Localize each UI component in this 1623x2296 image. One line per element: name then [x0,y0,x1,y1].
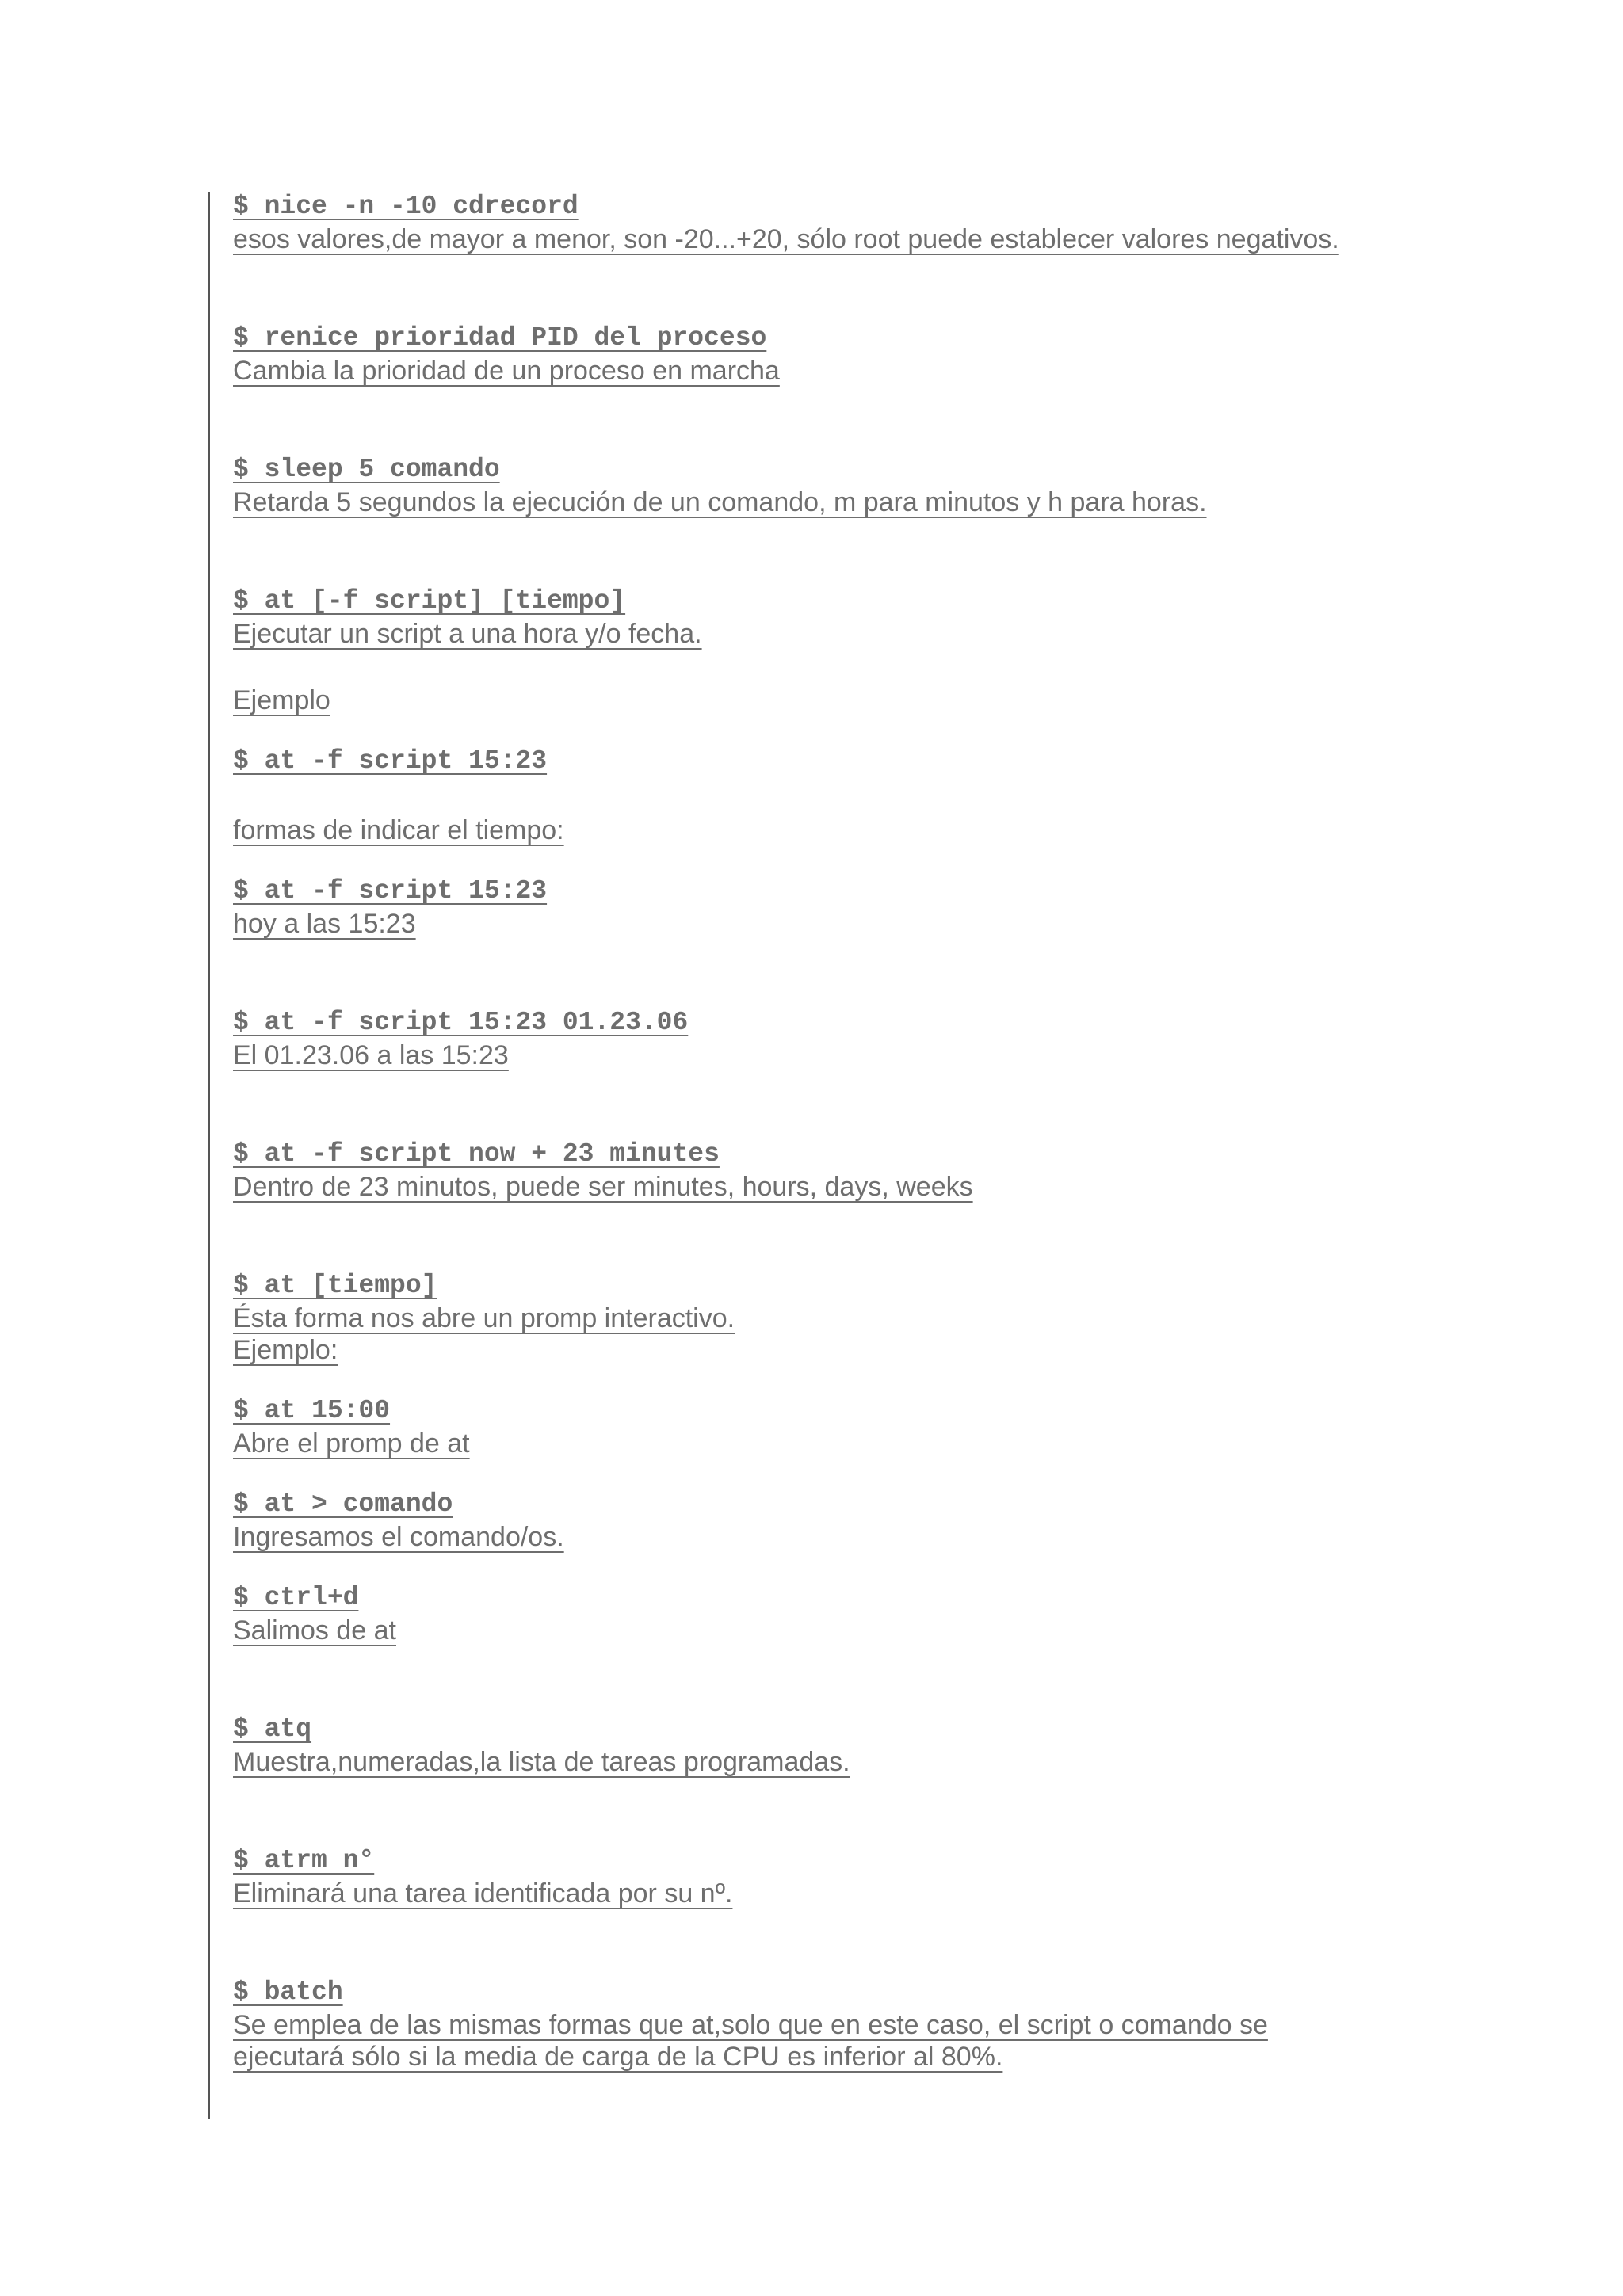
entry-sleep [233,453,1580,518]
command-line [233,585,1580,618]
command-line [233,322,1580,355]
command-text: $ at -f script now + 23 minutes [233,1139,720,1169]
command-line [233,745,1580,778]
description-line [233,1428,1580,1459]
left-margin-rule [208,192,210,2119]
entry-at-prompt [233,1488,1580,1553]
entry-batch [233,1976,1580,2073]
description-text: ejecutará sólo si la media de carga de la CPU es inferior al 80%. [233,2042,1003,2072]
command-text: $ at [tiempo] [233,1271,437,1300]
description-text: Se emplea de las mismas formas que at,solo que en este caso, el script o comando se [233,2010,1268,2040]
description-line [233,1334,1580,1366]
command-text: $ batch [233,1978,343,2007]
description-line [233,1615,1580,1646]
command-text: $ renice prioridad PID del proceso [233,323,767,353]
description-line [233,1521,1580,1553]
entry-at-date [233,1006,1580,1071]
entry-atrm [233,1844,1580,1909]
description-text: Dentro de 23 minutos, puede ser minutes, hours, days, weeks [233,1172,973,1202]
command-text: $ at -f script 15:23 [233,876,548,906]
description-line [233,1039,1580,1071]
command-text: $ atrm n° [233,1846,375,1875]
description-text: Ejemplo: [233,1335,338,1365]
description-line [233,618,1580,650]
command-line [233,1976,1580,2009]
description-text: Cambia la prioridad de un proceso en marcha [233,356,780,386]
command-line [233,1269,1580,1302]
description-text: Salimos de at [233,1615,396,1646]
description-text: Ejecutar un script a una hora y/o fecha. [233,619,702,649]
time-forms-heading [233,814,1580,846]
description-text: esos valores,de mayor a menor, son -20...+20, sólo root puede establecer valores negativos. [233,224,1339,254]
command-line [233,1713,1580,1746]
description-text: Eliminará una tarea identificada por su nº. [233,1878,733,1909]
entry-at-1500 [233,1394,1580,1459]
plain-text: Ejemplo [233,685,330,715]
command-text: $ at -f script 15:23 [233,746,548,776]
entry-at-now [233,1138,1580,1203]
command-text: $ at [-f script] [tiempo] [233,586,626,616]
command-line [233,1488,1580,1521]
description-text: Ingresamos el comando/os. [233,1522,564,1552]
example-heading [233,685,1580,716]
description-text: Muestra,numeradas,la lista de tareas programadas. [233,1747,850,1777]
entry-ctrl-d [233,1581,1580,1646]
command-line [233,1138,1580,1171]
description-line [233,1302,1580,1334]
entry-at-syntax [233,585,1580,650]
entry-at-example [233,745,1580,778]
description-line [233,908,1580,940]
description-text: El 01.23.06 a las 15:23 [233,1040,509,1070]
description-line [233,2009,1580,2041]
command-text: $ atq [233,1714,312,1744]
plain-text-line [233,685,1580,716]
entry-atq [233,1713,1580,1778]
command-line [233,453,1580,486]
command-text: $ at -f script 15:23 01.23.06 [233,1008,689,1037]
command-text: $ at > comando [233,1489,453,1519]
entry-at-interactive [233,1269,1580,1366]
command-line [233,1006,1580,1039]
description-line [233,486,1580,518]
description-line [233,355,1580,387]
entry-nice [233,190,1580,255]
plain-text-line [233,814,1580,846]
command-text: $ at 15:00 [233,1396,391,1425]
command-text: $ ctrl+d [233,1583,359,1612]
description-line [233,223,1580,255]
plain-text: formas de indicar el tiempo: [233,815,564,845]
description-text: Abre el promp de at [233,1428,470,1459]
description-line [233,2041,1580,2073]
description-line [233,1878,1580,1909]
description-text: Retarda 5 segundos la ejecución de un comando, m para minutos y h para horas. [233,487,1207,517]
command-line [233,1844,1580,1878]
command-line [233,1394,1580,1428]
command-line [233,190,1580,223]
description-line [233,1746,1580,1778]
entry-renice [233,322,1580,387]
description-line [233,1171,1580,1203]
command-line [233,875,1580,908]
description-text: hoy a las 15:23 [233,909,416,939]
command-text: $ nice -n -10 cdrecord [233,192,579,221]
command-text: $ sleep 5 comando [233,455,500,484]
document-content [233,190,1580,2073]
entry-at-today [233,875,1580,940]
description-text: Ésta forma nos abre un promp interactivo. [233,1303,735,1333]
command-line [233,1581,1580,1615]
